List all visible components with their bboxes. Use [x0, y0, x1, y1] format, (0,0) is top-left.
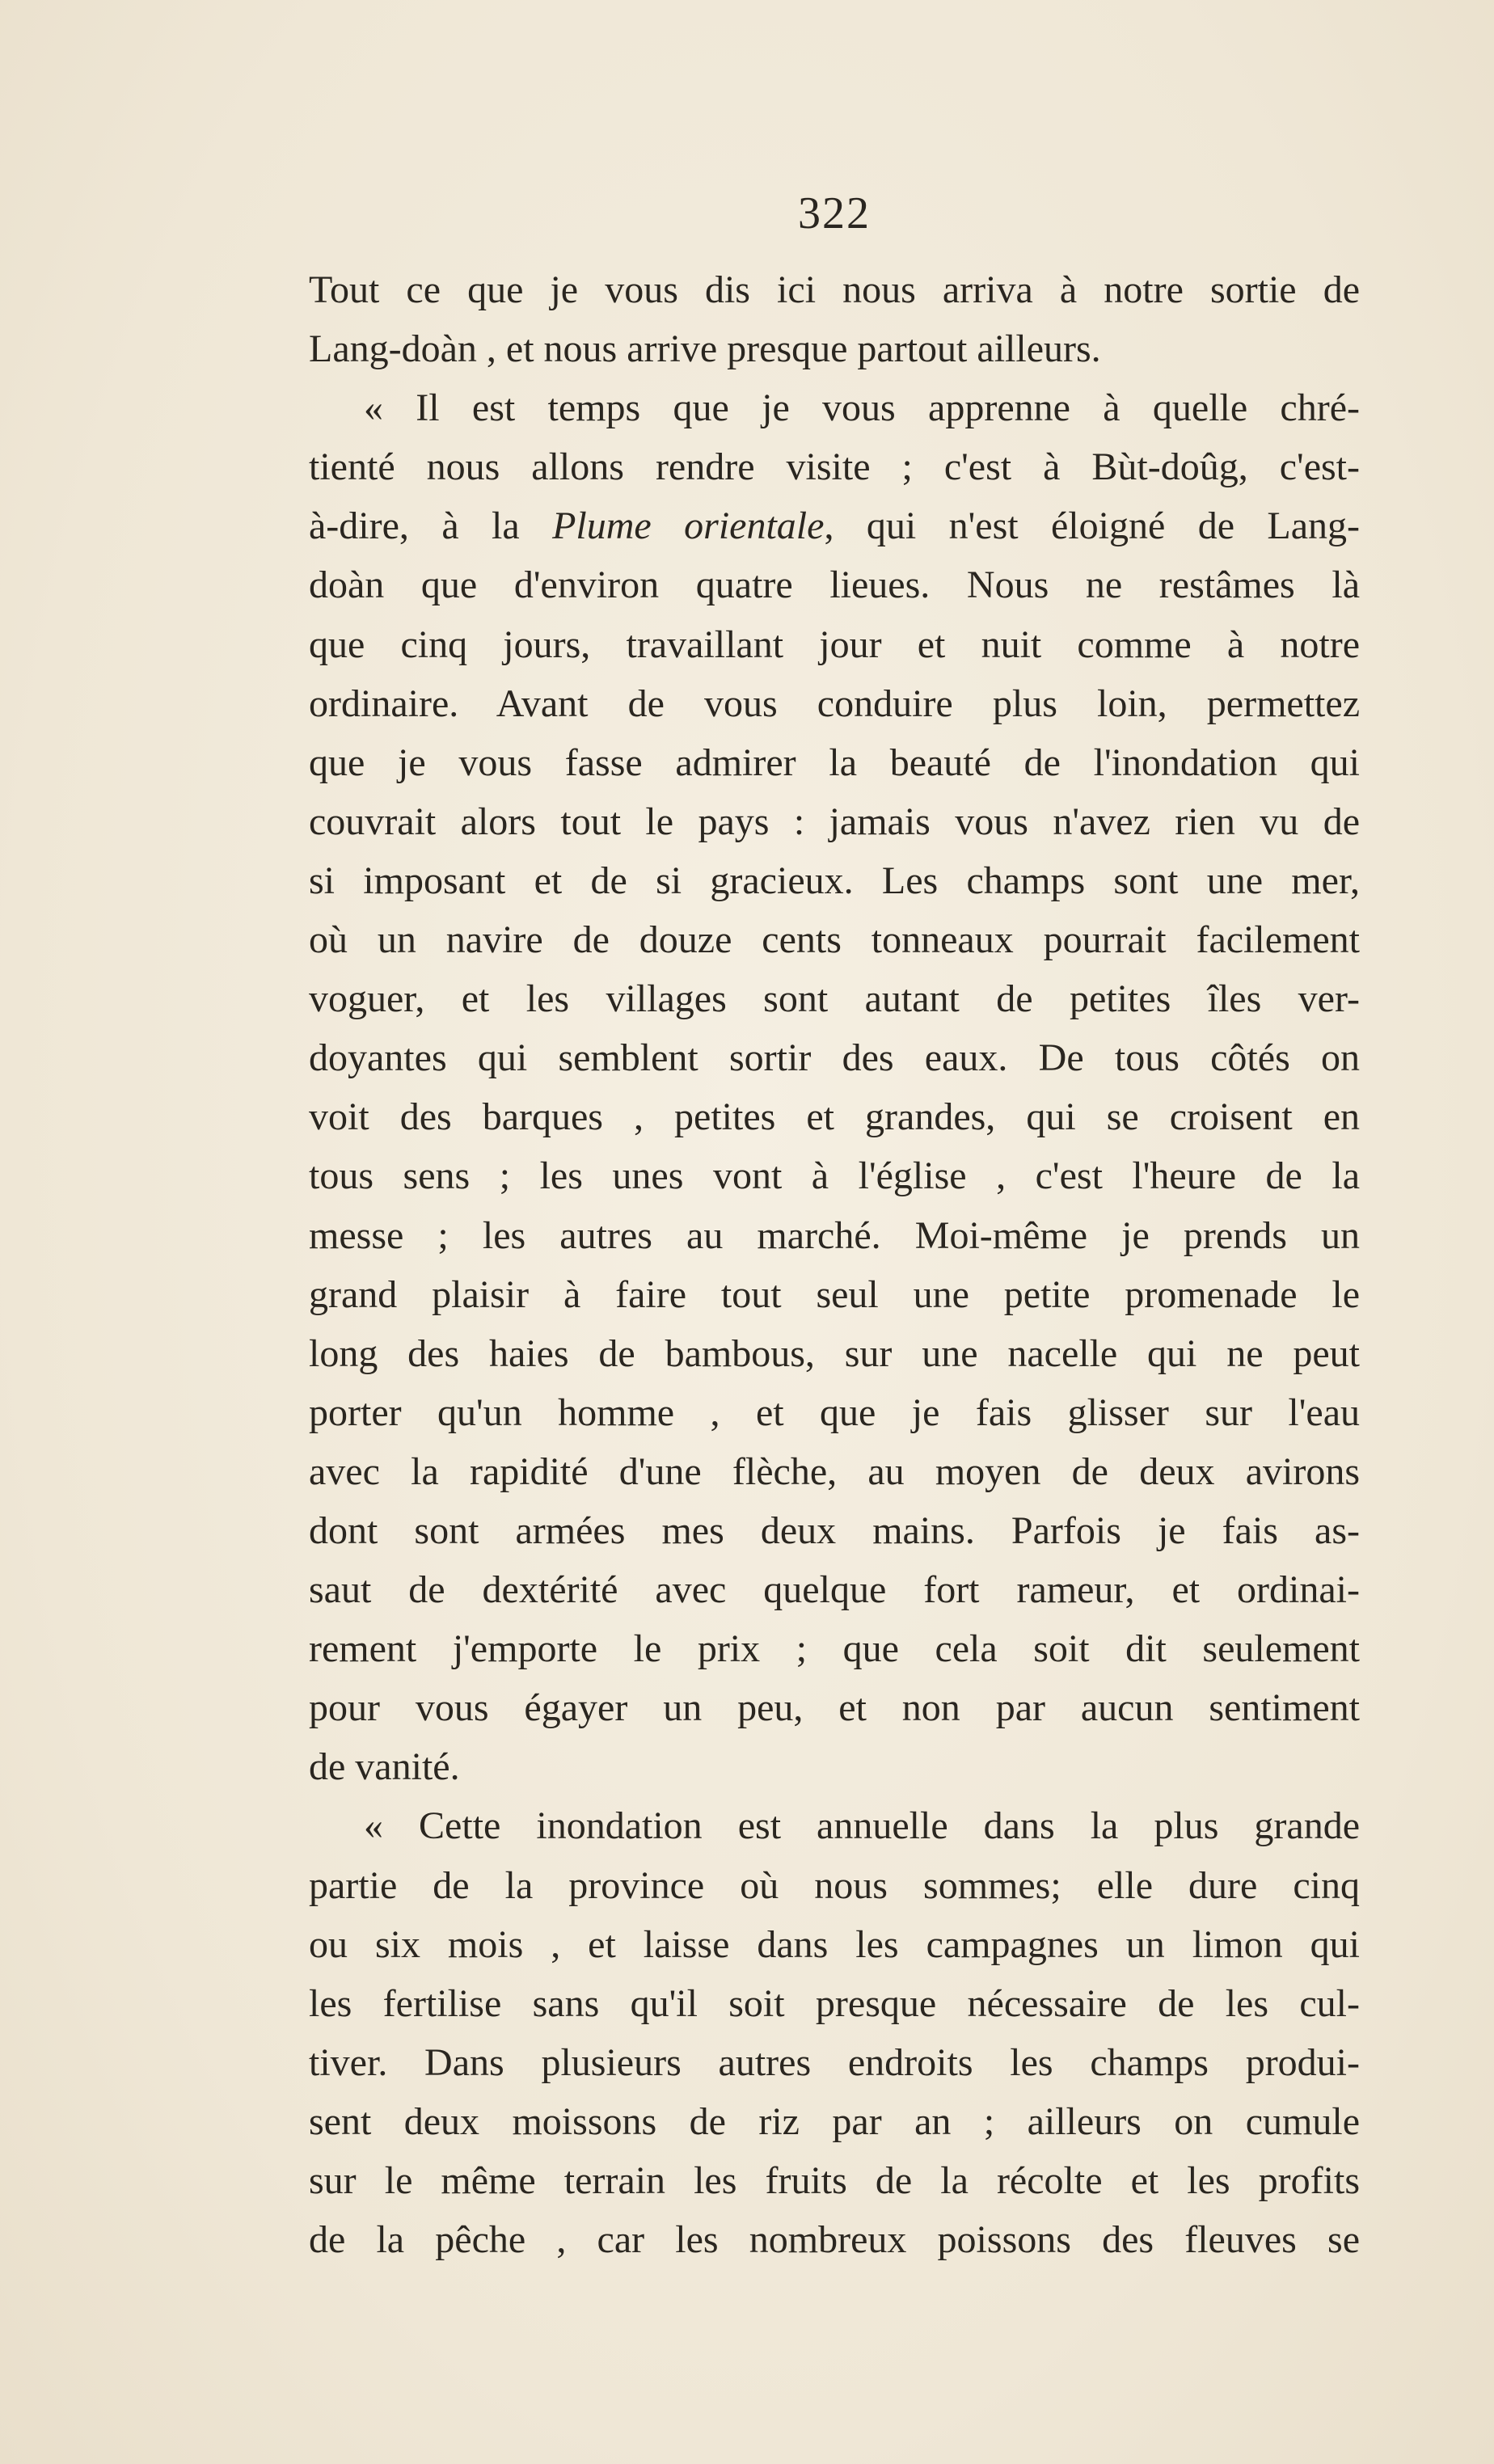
text-line: voit des barques , petites et grandes, qui se croisent en [309, 1095, 1360, 1139]
text-line: long des haies de bambous, sur une nacelle qui ne peut [309, 1331, 1360, 1375]
text-line: porter qu'un homme , et que je fais glisser sur l'eau [309, 1390, 1360, 1434]
text-line: dont sont armées mes deux mains. Parfois je fais as- [309, 1508, 1360, 1552]
text-line: les fertilise sans qu'il soit presque nécessaire de les cul- [309, 1981, 1360, 2025]
text-line: doàn que d'environ quatre lieues. Nous ne restâmes là [309, 563, 1360, 607]
italic-phrase: Plume orientale [552, 504, 825, 548]
text-line: voguer, et les villages sont autant de petites îles ver- [309, 977, 1360, 1021]
text-line: sur le même terrain les fruits de la récolte et les profits [309, 2159, 1360, 2202]
text-line: que cinq jours, travaillant jour et nuit comme à notre [309, 622, 1360, 666]
text-line: tienté nous allons rendre visite ; c'est à Bùt-doûg, c'est- [309, 445, 1360, 489]
text-line: tous sens ; les unes vont à l'église , c'est l'heure de la [309, 1154, 1360, 1198]
text-line: où un navire de douze cents tonneaux pourrait facilement [309, 918, 1360, 962]
text-line: messe ; les autres au marché. Moi-même je prends un [309, 1213, 1360, 1257]
text-line: pour vous égayer un peu, et non par aucun sentiment [309, 1686, 1360, 1730]
body-text [309, 260, 1360, 2269]
text-line: rement j'emporte le prix ; que cela soit dit seulement [309, 1627, 1360, 1671]
text-line: ordinaire. Avant de vous conduire plus loin, permettez [309, 681, 1360, 725]
text-line: couvrait alors tout le pays : jamais vous n'avez rien vu de [309, 800, 1360, 843]
text-line-with-italic [309, 496, 1360, 555]
text-line: sent deux moissons de riz par an ; ailleurs on cumule [309, 2099, 1360, 2143]
text-line: partie de la province où nous sommes; elle dure cinq [309, 1863, 1360, 1907]
text-line: de la pêche , car les nombreux poissons des fleuves se [309, 2218, 1360, 2262]
text-line: que je vous fasse admirer la beauté de l'inondation qui [309, 740, 1360, 784]
text-line: grand plaisir à faire tout seul une petite promenade le [309, 1272, 1360, 1316]
text-line: Tout ce que je vous dis ici nous arriva à notre sortie de [309, 268, 1360, 311]
text-segment: , qui n'est éloigné de Lang- [824, 504, 1361, 548]
paragraph-start-line: « Cette inondation est annuelle dans la plus grande [364, 1804, 1360, 1848]
text-line: Lang-doàn , et nous arrive presque partout ailleurs. [309, 327, 1101, 371]
text-segment: à-dire, à la [309, 504, 520, 548]
text-line: doyantes qui semblent sortir des eaux. De tous côtés on [309, 1036, 1360, 1080]
text-line: si imposant et de si gracieux. Les champs sont une mer, [309, 859, 1360, 902]
text-line: de vanité. [309, 1745, 460, 1789]
text-line: avec la rapidité d'une flèche, au moyen de deux avirons [309, 1449, 1360, 1493]
text-line: saut de dextérité avec quelque fort rameur, et ordinai- [309, 1568, 1360, 1612]
text-line: tiver. Dans plusieurs autres endroits les champs produi- [309, 2040, 1360, 2084]
paragraph-start-line: « Il est temps que je vous apprenne à quelle chré- [364, 386, 1360, 430]
text-line: ou six mois , et laisse dans les campagnes un limon qui [309, 1922, 1360, 1966]
page-number: 322 [798, 188, 871, 238]
